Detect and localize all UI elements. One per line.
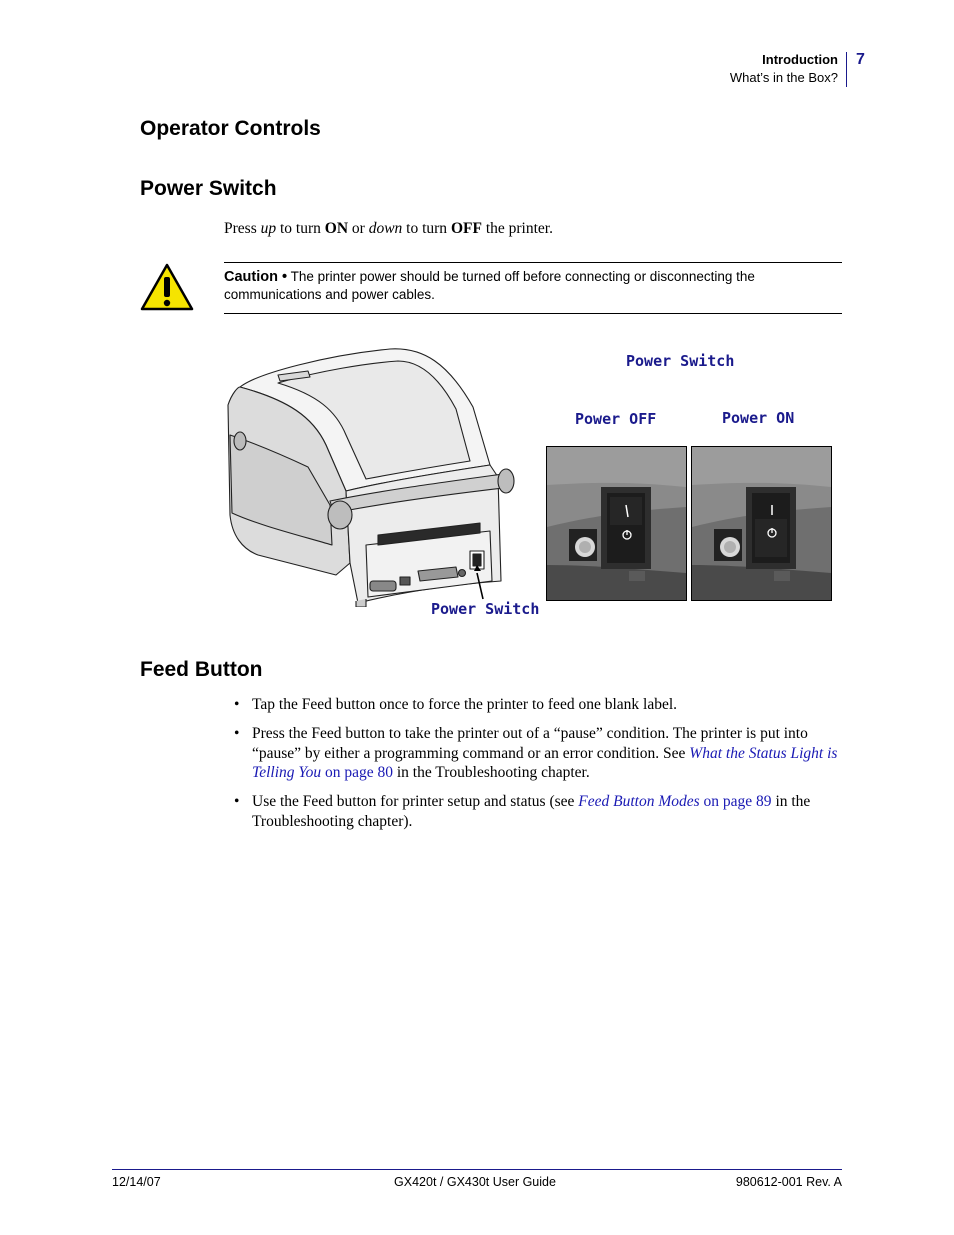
photo-power-on	[691, 446, 832, 601]
caution-rule-bottom	[224, 313, 842, 314]
photo-power-off	[546, 446, 687, 601]
header-divider	[846, 52, 847, 87]
link-status-light[interactable]: What the Status Light is Telling You on page 80	[252, 744, 838, 781]
caution-text: The printer power should be turned off before connecting or disconnecting the communications and power cables.	[224, 269, 755, 302]
link-feed-button-modes[interactable]: Feed Button Modes on page 89	[578, 793, 772, 810]
power-instruction: Press up to turn ON or down to turn OFF the printer.	[224, 220, 553, 237]
printer-rear-illustration	[218, 345, 518, 607]
page-number: 7	[856, 51, 865, 68]
running-header-subsection: What’s in the Box?	[729, 70, 838, 85]
footer-divider	[112, 1169, 842, 1170]
heading-power-switch: Power Switch	[140, 177, 277, 200]
list-item: • Use the Feed button for printer setup and status (see Feed Button Modes on page 89 in the Troubleshooting chapter).	[234, 793, 811, 830]
caution-note	[224, 268, 842, 304]
footer-date: 12/14/07	[112, 1175, 161, 1189]
feed-button-list	[234, 695, 842, 841]
footer-title: GX420t / GX430t User Guide	[394, 1175, 556, 1189]
footer-doc-number: 980612-001 Rev. A	[735, 1175, 842, 1189]
heading-feed-button: Feed Button	[140, 658, 263, 681]
label-power-on: Power ON	[722, 409, 795, 427]
list-item: • Tap the Feed button once to force the printer to feed one blank label.	[234, 696, 678, 713]
caution-rule-top	[224, 262, 842, 263]
caution-label: Caution •	[224, 269, 288, 285]
running-header-section: Introduction	[762, 52, 838, 67]
heading-operator-controls: Operator Controls	[140, 117, 321, 140]
figure-title-power-switch: Power Switch	[626, 352, 735, 370]
label-power-off: Power OFF	[575, 410, 657, 428]
list-item: • Press the Feed button to take the printer out of a “pause” condition. The printer is put into “pause” by either a programming command or an error condition. See What the Status Light is Telling You on page 80 in the Troubleshooting chapter.	[234, 725, 838, 781]
warning-icon	[140, 262, 194, 312]
callout-power-switch: Power Switch	[431, 600, 540, 618]
